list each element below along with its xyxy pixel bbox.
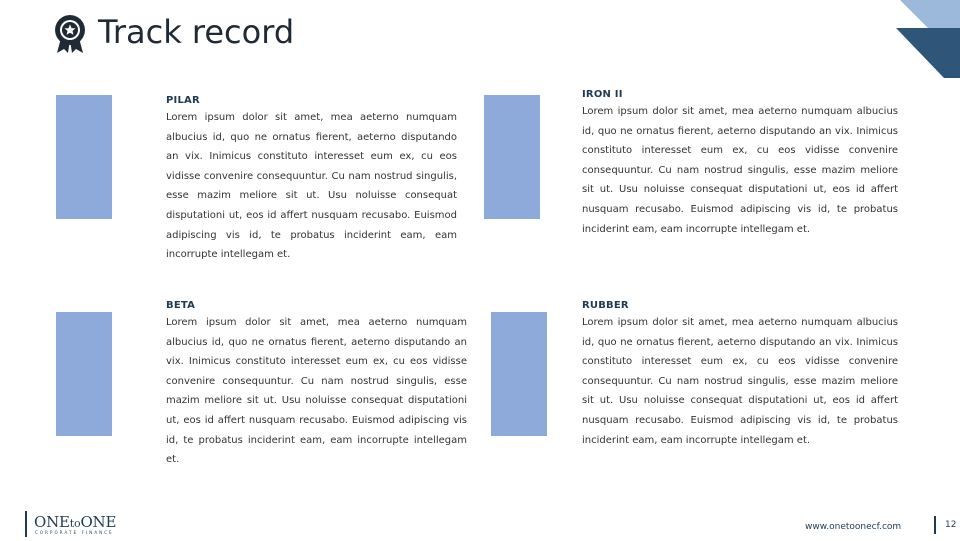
card-image-pilar <box>56 95 112 219</box>
card-rubber <box>582 300 898 450</box>
page-number: 12 <box>945 520 957 530</box>
card-image-beta <box>56 312 112 436</box>
card-body: Lorem ipsum dolor sit amet, mea aeterno numquam albucius id, quo ne ornatus fierent, aeterno disputando an vix. Inimicus constituto interesset eum ex, cu eos vidisse convenire consequuntur. Cu nam nostrud singulis, esse mazim meliore sit ut. Usu noluisse consequat disputationi ut, eos id affert nusquam recusabo. Euismod adipiscing vis id, te probatus inciderint eam, eam incorrupte intellegam et. <box>582 317 898 446</box>
card-iron-ii <box>582 89 898 239</box>
page-title: Track record <box>98 13 295 51</box>
card-body: Lorem ipsum dolor sit amet, mea aeterno numquam albucius id, quo ne ornatus fierent, aeterno disputando an vix. Inimicus constituto interesset eum ex, cu eos vidisse convenire consequuntur. Cu nam nostrud singulis, esse mazim meliore sit ut. Usu noluisse consequat disputationi ut, eos id affert nusquam recusabo. Euismod adipiscing vis id, te probatus inciderint eam, eam incorrupte intellegam et. <box>582 106 898 235</box>
card-image-rubber <box>491 312 547 436</box>
card-image-iron-ii <box>484 95 540 219</box>
card-title: IRON II <box>582 89 623 100</box>
card-title: RUBBER <box>582 300 629 311</box>
card-title: PILAR <box>166 95 200 106</box>
card-title: BETA <box>166 300 196 311</box>
card-body: Lorem ipsum dolor sit amet, mea aeterno numquam albucius id, quo ne ornatus fierent, aeterno disputando an vix. Inimicus constituto interesset eum ex, cu eos vidisse convenire consequuntur. Cu nam nostrud singulis, esse mazim meliore sit ut. Usu noluisse consequat disputationi ut, eos id affert nusquam recusabo. Euismod adipiscing vis id, te probatus inciderint eam, eam incorrupte intellegam et. <box>166 112 457 261</box>
card-beta <box>166 300 467 470</box>
corner-decoration <box>860 0 960 80</box>
award-ribbon-icon <box>52 14 88 54</box>
footer-url[interactable]: www.onetoonecf.com <box>805 522 902 532</box>
card-pilar <box>166 95 457 265</box>
footer-divider <box>934 516 936 534</box>
company-logo: ONEtoONE CORPORATE FINANCE <box>25 511 125 541</box>
card-body: Lorem ipsum dolor sit amet, mea aeterno numquam albucius id, quo ne ornatus fierent, aeterno disputando an vix. Inimicus constituto interesset eum ex, cu eos vidisse convenire consequuntur. Cu nam nostrud singulis, esse mazim meliore sit ut. Usu noluisse consequat disputationi ut, eos id affert nusquam recusabo. Euismod adipiscing vis id, te probatus inciderint eam, eam incorrupte intellegam et. <box>166 317 467 466</box>
